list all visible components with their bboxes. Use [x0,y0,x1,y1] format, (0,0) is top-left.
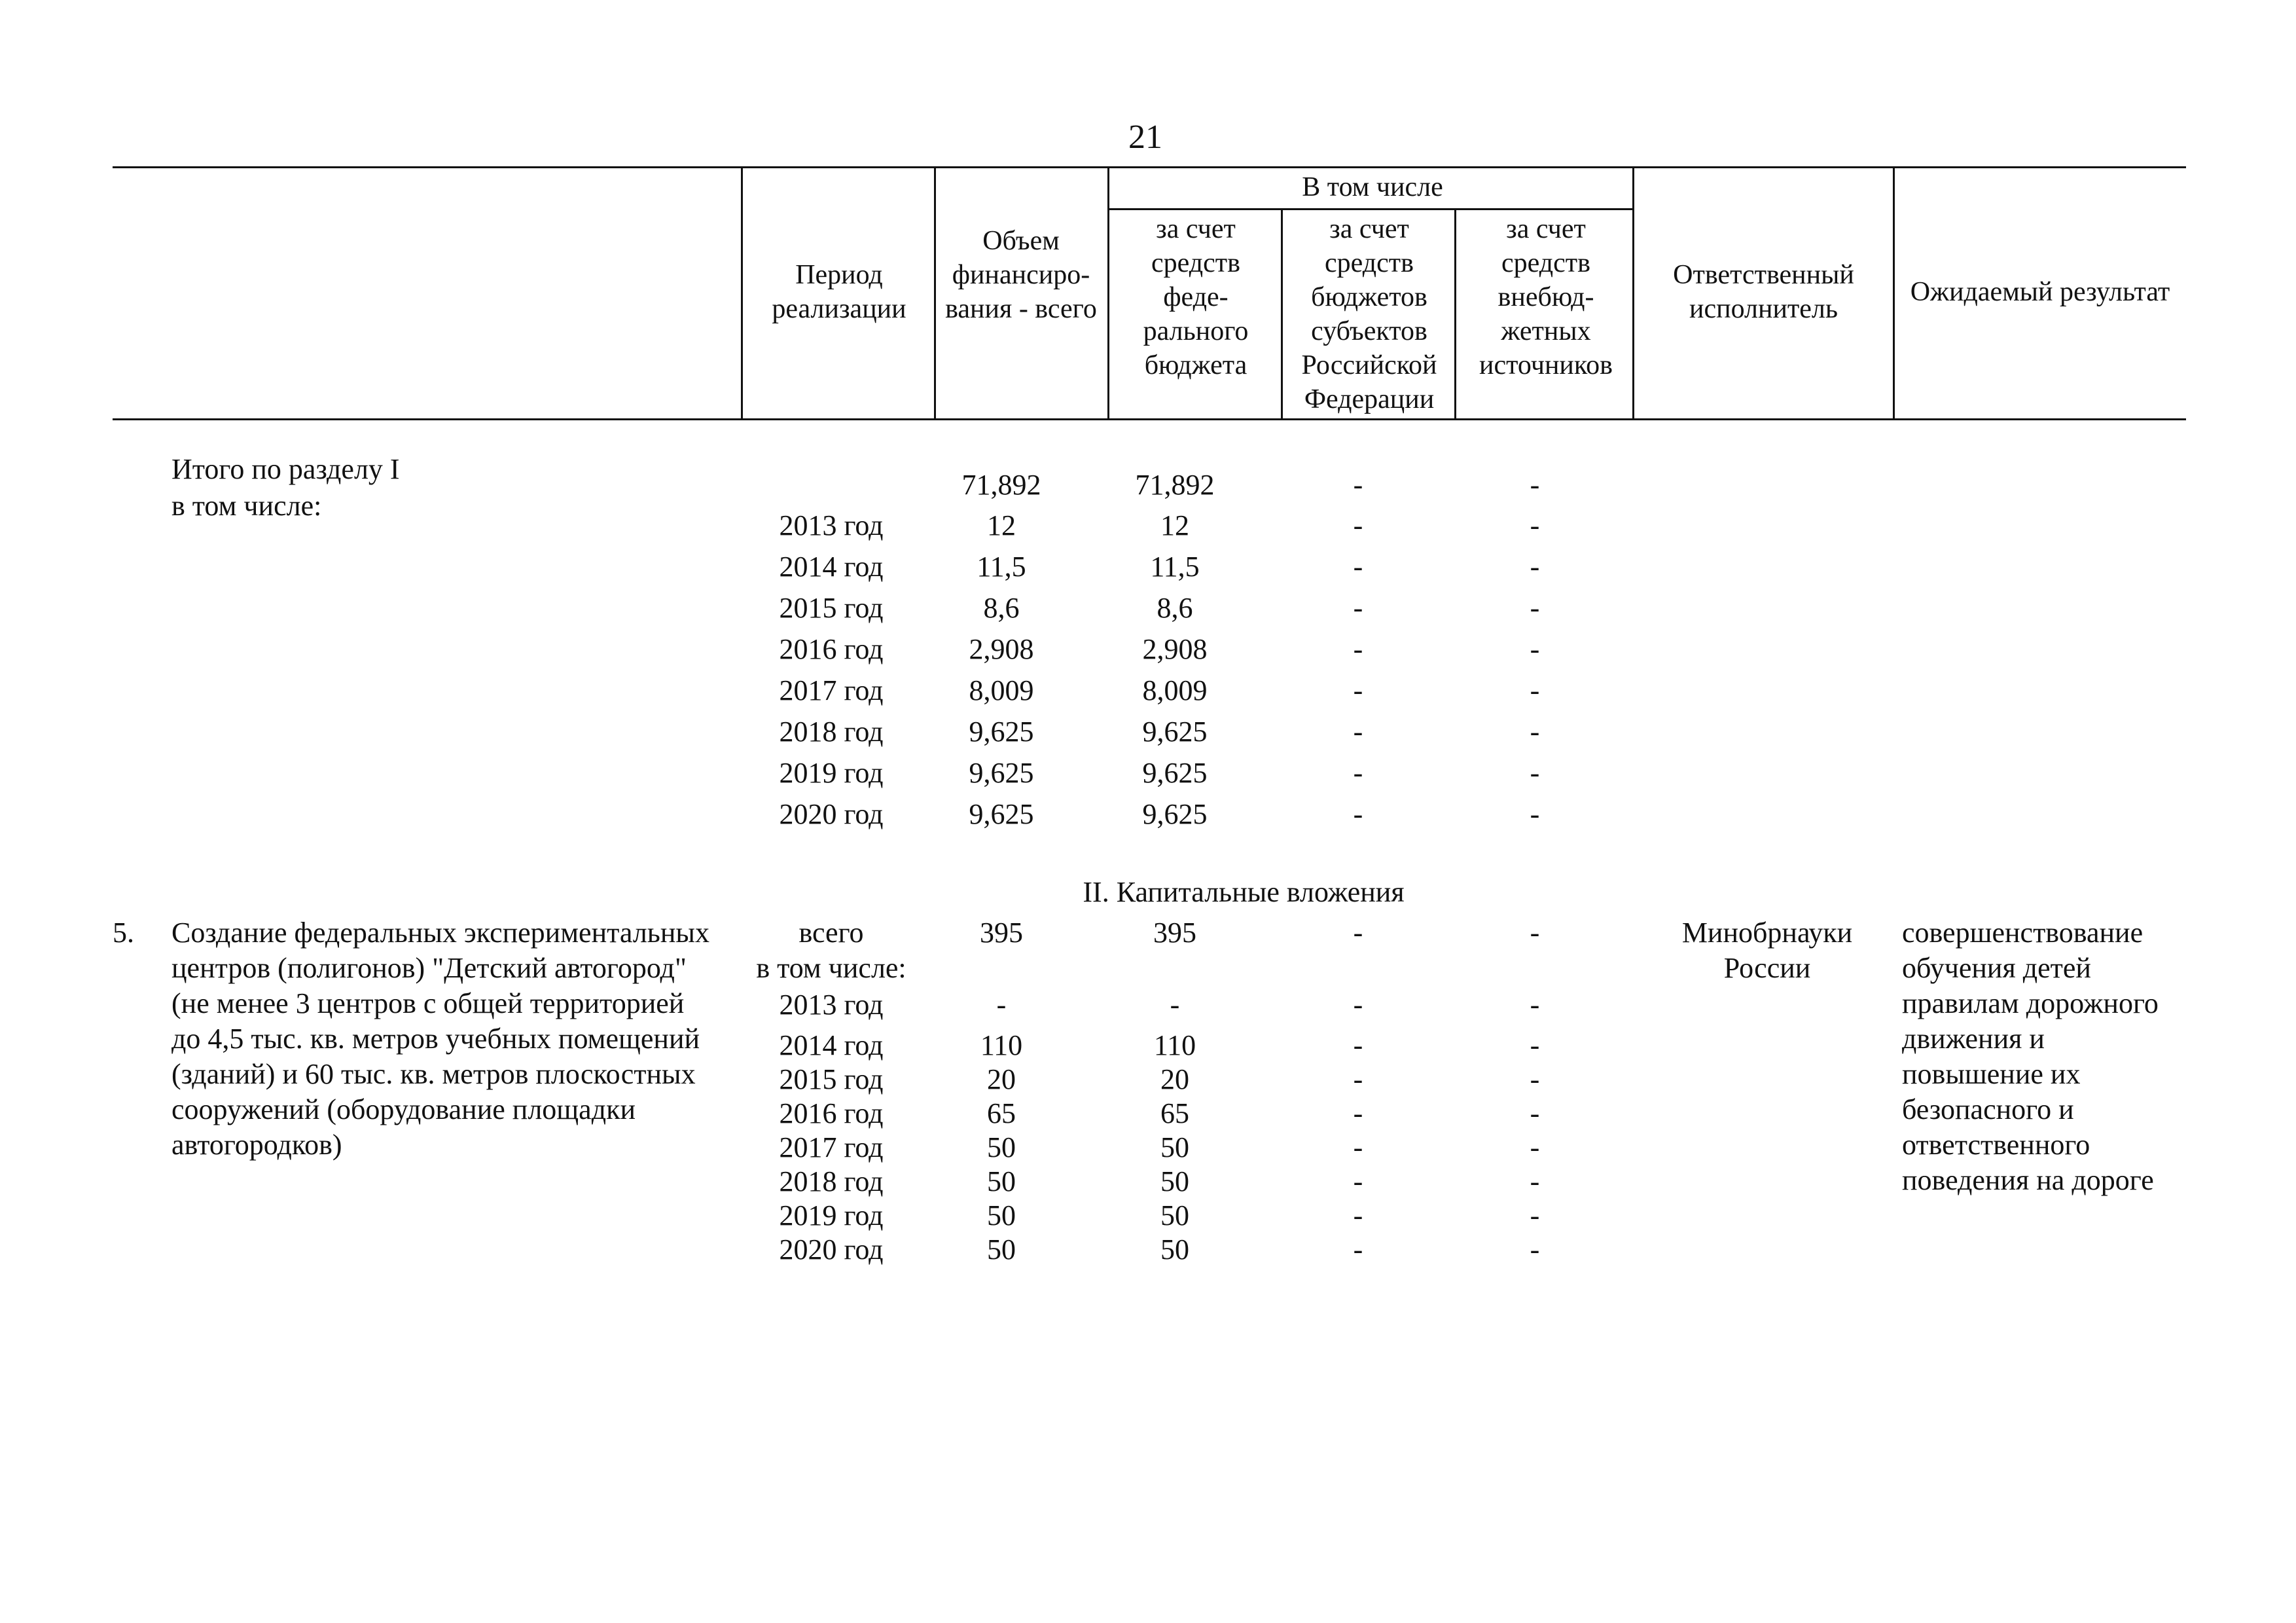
row-volume: 20 [987,1063,1016,1095]
including-rule [1107,208,1634,210]
row-offbudget: - [1530,1063,1540,1095]
row-offbudget: - [1530,1233,1540,1266]
row-federal: 8,6 [1157,592,1193,624]
row-subjects: - [1353,674,1363,706]
item-name-line: (зданий) и 60 тыс. кв. метров плоскостных [171,1058,696,1090]
row-subjects: - [1353,716,1363,748]
section-total-label: Итого по разделу I [171,453,400,485]
row-offbudget: - [1530,633,1540,665]
row-period: 2014 год [779,1029,884,1061]
row-offbudget: - [1530,674,1540,706]
col-divider [741,166,743,420]
row-volume: 9,625 [969,716,1034,748]
row-federal: 50 [1160,1131,1189,1163]
row-period: 2018 год [779,1165,884,1197]
row-subjects: - [1353,1063,1363,1095]
header-volume: Объем финансиро- вания - всего [945,226,1097,324]
section-title: II. Капитальные вложения [1083,876,1405,908]
item-total-offbudget: - [1530,917,1540,949]
row-offbudget: - [1530,551,1540,583]
item-total-subjects: - [1353,917,1363,949]
row-subjects: - [1353,592,1363,624]
header-subjects: за счет средств бюджетов субъектов Российской Федерации [1301,214,1437,414]
row-subjects: - [1353,1131,1363,1163]
total-subjects: - [1353,469,1363,501]
row-federal: 9,625 [1142,757,1208,789]
col-divider [934,166,936,420]
row-offbudget: - [1530,1131,1540,1163]
item-including: в том числе: [756,952,906,984]
header-federal: за счет средств феде- рального бюджета [1143,214,1249,380]
row-offbudget: - [1530,509,1540,541]
col-divider [1454,208,1456,420]
row-period: 2020 год [779,798,884,830]
result-line: обучения детей [1902,952,2091,984]
row-subjects: - [1353,1199,1363,1231]
row-volume: - [996,989,1007,1021]
result-line: поведения на дороге [1902,1164,2154,1196]
row-volume: 8,009 [969,674,1034,706]
row-federal: 11,5 [1150,551,1200,583]
table-header [113,166,2186,420]
result-line: безопасного и [1902,1093,2074,1125]
row-period: 2013 год [779,989,884,1021]
header-including: В том числе [1302,172,1443,202]
total-volume: 71,892 [961,469,1041,501]
row-volume: 50 [987,1165,1016,1197]
row-federal: 50 [1160,1233,1189,1266]
col-divider [1893,166,1895,420]
header-period: Период реализации [772,260,906,324]
section-total-sublabel: в том числе: [171,490,322,522]
row-offbudget: - [1530,989,1540,1021]
row-offbudget: - [1530,1029,1540,1061]
row-subjects: - [1353,633,1363,665]
row-volume: 50 [987,1233,1016,1266]
col-divider [1107,166,1109,420]
row-volume: 50 [987,1131,1016,1163]
item-total-volume: 395 [980,917,1023,949]
row-period: 2016 год [779,633,884,665]
row-period: 2019 год [779,757,884,789]
item-number: 5. [113,917,134,949]
col-divider [1281,208,1283,420]
result-line: повышение их [1902,1058,2081,1090]
header-responsible: Ответственный исполнитель [1673,260,1854,324]
row-volume: 65 [987,1097,1016,1129]
item-total-period: всего [798,917,864,949]
responsible-line: Минобрнауки [1681,917,1853,949]
row-offbudget: - [1530,1199,1540,1231]
row-offbudget: - [1530,592,1540,624]
row-subjects: - [1353,1029,1363,1061]
item-name-line: центров (полигонов) "Детский автогород" [171,952,687,984]
row-federal: 50 [1160,1199,1189,1231]
item-name-line: Создание федеральных экспериментальных [171,917,709,949]
row-federal: 2,908 [1142,633,1208,665]
row-volume: 12 [987,509,1016,541]
row-offbudget: - [1530,757,1540,789]
row-subjects: - [1353,1233,1363,1266]
row-volume: 110 [980,1029,1023,1061]
row-federal: 110 [1153,1029,1196,1061]
row-federal: 50 [1160,1165,1189,1197]
row-volume: 11,5 [977,551,1026,583]
total-offbudget: - [1530,469,1540,501]
header-result: Ожидаемый результат [1910,277,2170,307]
row-volume: 9,625 [969,798,1034,830]
row-subjects: - [1353,1165,1363,1197]
header-offbudget: за счет средств внебюд- жетных источников [1479,214,1613,380]
result-line: правилам дорожного [1902,987,2159,1019]
row-period: 2017 год [779,1131,884,1163]
item-name-line: (не менее 3 центров с общей территорией [171,987,685,1019]
row-period: 2015 год [779,592,884,624]
row-period: 2017 год [779,674,884,706]
row-subjects: - [1353,509,1363,541]
row-offbudget: - [1530,1165,1540,1197]
row-subjects: - [1353,1097,1363,1129]
row-offbudget: - [1530,716,1540,748]
row-federal: - [1170,989,1180,1021]
row-period: 2016 год [779,1097,884,1129]
item-name-line: до 4,5 тыс. кв. метров учебных помещений [171,1023,700,1055]
header-top-rule [113,166,2186,168]
row-period: 2014 год [779,551,884,583]
item-name-line: автогородков) [171,1129,342,1161]
item-name-line: сооружений (оборудование площадки [171,1093,636,1125]
col-divider [1632,166,1634,420]
row-subjects: - [1353,798,1363,830]
row-federal: 20 [1160,1063,1189,1095]
item-total-federal: 395 [1153,917,1196,949]
row-subjects: - [1353,757,1363,789]
row-federal: 65 [1160,1097,1189,1129]
result-line: совершенствование [1902,917,2144,949]
row-volume: 2,908 [969,633,1034,665]
row-federal: 12 [1160,509,1189,541]
result-line: ответственного [1902,1129,2090,1161]
page-number: 21 [1128,119,1162,156]
row-period: 2020 год [779,1233,884,1266]
row-volume: 50 [987,1199,1016,1231]
row-period: 2013 год [779,509,884,541]
row-federal: 9,625 [1142,798,1208,830]
row-volume: 8,6 [983,592,1020,624]
row-volume: 9,625 [969,757,1034,789]
row-period: 2019 год [779,1199,884,1231]
responsible-line: России [1723,952,1811,984]
row-offbudget: - [1530,1097,1540,1129]
row-period: 2018 год [779,716,884,748]
row-subjects: - [1353,551,1363,583]
row-federal: 9,625 [1142,716,1208,748]
total-federal: 71,892 [1135,469,1215,501]
result-line: движения и [1902,1023,2045,1055]
row-period: 2015 год [779,1063,884,1095]
row-subjects: - [1353,989,1363,1021]
row-offbudget: - [1530,798,1540,830]
header-bottom-rule [113,418,2186,420]
row-federal: 8,009 [1142,674,1208,706]
